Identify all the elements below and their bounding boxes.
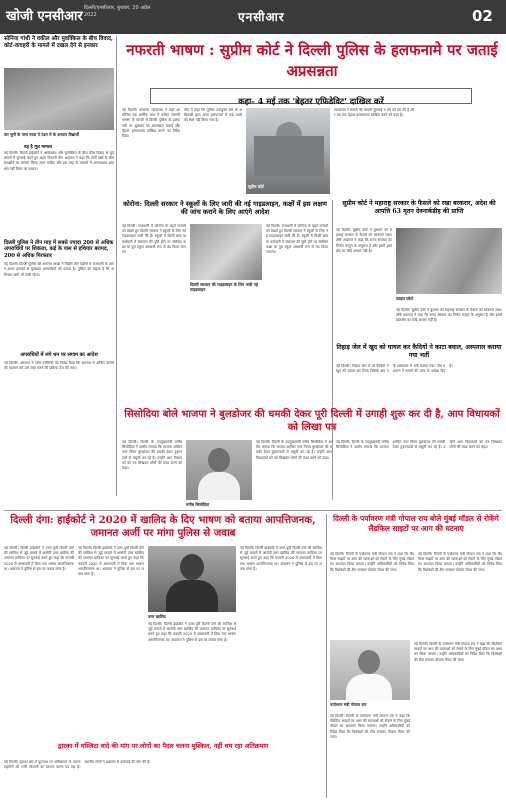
bottom-sub-body: नई दिल्ली। द्वारका क्षेत्र में फुटपाथ पर अतिक्रमण के कारण राहगीरों को भारी परेशानी का सामना करना पड़ रहा है। स्थानीय लोगों ने प्रशासन से कार्रवाई की मांग की है। — [4, 760, 151, 770]
lead-body-col-2: पीठ ने कहा कि पुलिस उपायुक्त स्तर के अधिकारी द्वारा दायर हलफनामे में कई तथ्यों को स्पष्ट नहीं किया गया है। — [184, 108, 242, 123]
supreme-court-dome-icon — [276, 122, 302, 136]
corona-headline: कोरोना: दिल्ली सरकार ने स्कूलों के लिए जारी की नई गाइडलाइन, कक्षों में इस लक्षण की जांच कराने के लिए आएंगे आदेश — [123, 200, 327, 217]
left-low-headline: अपराधियों में लगे धन पर लगाम का आदेश — [20, 352, 98, 358]
bottom-sub-headline: द्वारका में मस्जिदा वादे की मांग पर लोगों का पैदल चलना मुश्किल, नहीं थम रहा अतिक्रमण — [57, 742, 269, 750]
mid-story-body-3: नई दिल्ली। दिल्ली के उपमुख्यमंत्री मनीष सिसोदिया ने आरोप लगाया कि भाजपा शासित नगर निगम बुलडोजर की धमकी देकर दुकानदारों से वसूली कर रहे हैं। उन्होंने आप विधायकों को पत्र लिखकर लोगों की मदद करने को कहा। — [336, 440, 502, 450]
mid-story-headline: सिसोदिया बोले भाजपा ने बुलडोजर की धमकी देकर पूरी दिल्ली में उगाही शुरू कर दी है, आप विधायकों को लिखा पत्र — [124, 409, 500, 433]
left-mid-headline: दिल्ली पुलिस ने तीन माह में सबसे ज्यादा 200 से अधिक अपराधियों पर शिकंजा, कई के पास से हथियार बरामद, 200 से अधिक गिरफ्तार — [4, 240, 114, 259]
bottom-right-headline: दिल्ली के पर्यावरण मंत्री गोपाल राय बोले मुंबई मॉडल से रोकेंगे लैंडफिल साइटों पर आग की घटनाएं — [333, 514, 499, 533]
bottom-left-body-3: नई दिल्ली। दिल्ली हाईकोर्ट ने उत्तर-पूर्वी दिल्ली दंगों की साजिश से जुड़े मामले में आरोपी उमर खालिद की जमानत याचिका पर सुनवाई करते हुए कहा कि फरवरी 2020 में अमरावती में दिया गया भाषण आपत्तिजनक था। अदालत ने पुलिस से इस पर जवाब मांगा है। — [148, 622, 236, 642]
sisodia-photo — [186, 440, 252, 500]
umar-khalid-photo-caption: उमर खालिद — [148, 614, 166, 619]
bottom-right-body-3: नई दिल्ली। दिल्ली के पर्यावरण मंत्री गोपाल राय ने कहा कि लैंडफिल साइटों पर आग की घटनाओं को रोकने के लिए मुंबई मॉडल का अध्ययन किया जाएगा। उन्होंने अधिकारियों को निर्देश दिया कि विशेषज्ञों की टीम बनाकर योजना तैयार की जाए। — [330, 714, 410, 739]
bottom-right-body-2: नई दिल्ली। दिल्ली के पर्यावरण मंत्री गोपाल राय ने कहा कि लैंडफिल साइटों पर आग की घटनाओं को रोकने के लिए मुंबई मॉडल का अध्ययन किया जाएगा। उन्होंने अधिकारियों को निर्देश दिया कि विशेषज्ञों की टीम बनाकर योजना तैयार की जाए। — [418, 552, 502, 572]
bottom-left-body-4: नई दिल्ली। दिल्ली हाईकोर्ट ने उत्तर-पूर्वी दिल्ली दंगों की साजिश से जुड़े मामले में आरोपी उमर खालिद की जमानत याचिका पर सुनवाई करते हुए कहा कि फरवरी 2020 में अमरावती में दिया गया भाषण आपत्तिजनक था। अदालत ने पुलिस से इस पर जवाब मांगा है। — [240, 546, 322, 571]
left-low-story — [4, 352, 114, 458]
left-top-story — [4, 36, 114, 236]
supreme-court-building-icon — [254, 136, 324, 176]
left-low-body: नई दिल्ली। अदालत ने जांच एजेंसियों को निर्देश दिया कि अपराध से अर्जित संपत्ति की पहचान कर उसे जब्त करने की प्रक्रिया तेज की जाए। — [4, 361, 114, 371]
person-body-icon — [346, 674, 392, 700]
bottom-right-body-1: नई दिल्ली। दिल्ली के पर्यावरण मंत्री गोपाल राय ने कहा कि लैंडफिल साइटों पर आग की घटनाओं को रोकने के लिए मुंबई मॉडल का अध्ययन किया जाएगा। उन्होंने अधिकारियों को निर्देश दिया कि विशेषज्ञों की टीम बनाकर योजना तैयार की जाए। — [330, 552, 414, 572]
corona-photo — [190, 224, 262, 280]
mid-story-body-1: नई दिल्ली। दिल्ली के उपमुख्यमंत्री मनीष सिसोदिया ने आरोप लगाया कि भाजपा शासित नगर निगम बुलडोजर की धमकी देकर दुकानदारों से वसूली कर रहे हैं। उन्होंने आप विधायकों को पत्र लिखकर लोगों की मदद करने को कहा। — [122, 440, 182, 471]
person-body-icon — [166, 580, 218, 612]
gopal-rai-photo-caption: पर्यावरण मंत्री गोपाल राय — [330, 702, 367, 707]
sisodia-photo-caption: मनीष सिसोदिया — [186, 502, 210, 507]
lead-body-col-3: न्यायालय ने मामले की अगली सुनवाई 9 मई को तय की है और तब तक बेहतर हलफनामा दाखिल करने को कहा है। — [334, 108, 414, 118]
supreme-court-photo — [246, 108, 330, 194]
left-top-photo-caption: फर चूनी के पास नवरा पे टंडन में के शनदार विद्यार्थी — [4, 132, 79, 137]
right-mid-headline: तिहाड़ जेल में खुद को घायल कर कैदियों ने काटा बवाल, अस्पताल कराया गया भर्ती — [336, 344, 502, 359]
column-divider — [326, 514, 327, 798]
corona-photo-caption: दिल्ली सरकार की गाइडलाइन के लिए जारी नई गाइडलाइन — [190, 282, 258, 292]
right-top-headline: सुप्रीम कोर्ट ने महाराष्ट्र सरकार के फैसले को रखा बरकरार, अदेश की आपत्ति 63 मृतन देवनार्कडीह की प्राप्ति — [342, 200, 496, 215]
person-head-icon — [180, 554, 204, 580]
gopal-rai-photo — [330, 640, 410, 700]
section-divider — [4, 510, 502, 511]
brand-logo: खोजी एनसीआर — [6, 9, 83, 24]
left-top-body: नई दिल्ली। दिल्ली हाईकोर्ट ने अधिवक्ता और मुवक्किल के बीच फीस विवाद से जुड़े मामले में सुनवाई करते हुए अहम टिप्पणी की। अदालत ने कहा कि दोनों पक्षों के बीच समझौते का सम्मान किया जाना चाहिए और इस तरह के मामलों में अनावश्यक हस्तक्षेप नहीं किया जा सकता। — [4, 151, 114, 171]
left-mid-body: नई दिल्ली। दिल्ली पुलिस की अपराध शाखा ने पिछले तीन महीनों में राजधानी के अलग-अलग इलाकों से कुख्यात अपराधियों को पकड़ा है। पुलिस का कहना है कि अभियान आगे भी जारी रहेगा। — [4, 262, 114, 277]
column-divider — [332, 200, 333, 500]
corona-body-cont: नई दिल्ली। राजधानी में कोरोना के बढ़ते मामलों को देखते हुए दिल्ली सरकार ने स्कूलों के लिए नई गाइडलाइन जारी की है। स्कूलों में किसी छात्र या कर्मचारी में संक्रमण की पुष्टि होने पर संबंधित कक्षा या पूरा स्कूल अस्थायी रूप से बंद किया जाएगा। — [266, 224, 328, 255]
bottom-right-body-4: नई दिल्ली। दिल्ली के पर्यावरण मंत्री गोपाल राय ने कहा कि लैंडफिल साइटों पर आग की घटनाओं को रोकने के लिए मुंबई मॉडल का अध्ययन किया जाएगा। उन्होंने अधिकारियों को निर्देश दिया कि विशेषज्ञों की टीम बनाकर योजना तैयार की जाए। — [414, 642, 502, 662]
person-body-icon — [198, 472, 240, 500]
corona-body: नई दिल्ली। राजधानी में कोरोना के बढ़ते मामलों को देखते हुए दिल्ली सरकार ने स्कूलों के लिए नई गाइडलाइन जारी की है। स्कूलों में किसी छात्र या कर्मचारी में संक्रमण की पुष्टि होने पर संबंधित कक्षा या पूरा स्कूल अस्थायी रूप से बंद किया जाएगा। — [122, 224, 186, 255]
section-title: एनसीआर — [238, 10, 285, 24]
bottom-left-headline: दिल्ली दंगा: हाईकोर्ट ने 2020 में खालिद के दिए भाषण को बताया आपत्तिजनक, जमानत अर्जी पर मांगा पुलिस से जवाब — [10, 514, 316, 540]
right-top-photo — [396, 228, 502, 294]
dateline: दिल्ली/एनसीआर, बुधवार, 20 अप्रैल 2022 — [84, 5, 151, 18]
right-top-body: नई दिल्ली। सुप्रीम कोर्ट ने बुधवार को महाराष्ट्र सरकार के फैसले को बरकरार रखा। शीर्ष अदालत ने कहा कि राज्य सरकार का निर्णय कानून के अनुरूप है और इसमें हस्तक्षेप का कोई आधार नहीं है। — [336, 228, 392, 253]
masthead — [0, 0, 506, 34]
right-top-body-cont: नई दिल्ली। सुप्रीम कोर्ट ने बुधवार को महाराष्ट्र सरकार के फैसले को बरकरार रखा। शीर्ष अदालत ने कहा कि राज्य सरकार का निर्णय कानून के अनुरूप है और इसमें हस्तक्षेप का कोई आधार नहीं है। — [396, 308, 502, 323]
lead-subhead: कहा- 4 मई तक 'बेहतर एफिडेविट' दाखिल करें — [238, 96, 384, 106]
left-top-subhead: यह है मूल मामला — [24, 145, 52, 150]
supreme-court-photo-label: सुप्रीम कोर्ट — [248, 184, 264, 189]
left-top-photo — [4, 68, 114, 130]
person-head-icon — [358, 650, 380, 674]
page-number: 02 — [472, 7, 493, 25]
bottom-left-body-2: नई दिल्ली। दिल्ली हाईकोर्ट ने उत्तर-पूर्वी दिल्ली दंगों की साजिश से जुड़े मामले में आरोपी उमर खालिद की जमानत याचिका पर सुनवाई करते हुए कहा कि फरवरी 2020 में अमरावती में दिया गया भाषण आपत्तिजनक था। अदालत ने पुलिस से इस पर जवाब मांगा है। — [78, 546, 144, 577]
left-mid-story — [4, 240, 114, 350]
lead-subhead-box — [150, 88, 472, 104]
lead-headline: नफरती भाषण : सुप्रीम कोर्ट ने दिल्ली पुलिस के हलफनामे पर जताई अप्रसन्नता — [126, 41, 498, 80]
bottom-left-body-1: नई दिल्ली। दिल्ली हाईकोर्ट ने उत्तर-पूर्वी दिल्ली दंगों की साजिश से जुड़े मामले में आरोपी उमर खालिद की जमानत याचिका पर सुनवाई करते हुए कहा कि फरवरी 2020 में अमरावती में दिया गया भाषण आपत्तिजनक था। अदालत ने पुलिस से इस पर जवाब मांगा है। — [4, 546, 74, 571]
left-top-headline: सोनिया गांधी ने वकील और मुवक्किल के बीच विवाद, कोर्ट-कचहरी के मामले में दखल देने से इनकार — [4, 36, 113, 49]
lead-body-col-1: नई दिल्ली। उच्चतम न्यायालय ने यहां आयोजित एक धार्मिक सभा में कथित नफरती भाषण के मामले में दिल्ली पुलिस के हलफनामे पर शुक्रवार को अप्रसन्नता जताई और बेहतर हलफनामा दाखिल करने का निर्देश दिया। — [122, 108, 180, 139]
umar-khalid-photo — [148, 546, 236, 612]
right-mid-body: नई दिल्ली। तिहाड़ जेल में दो कैदियों ने खुद को घायल कर लिया जिसके बाद उन्हें अस्पताल में भर्ती कराया गया। जेल प्रशासन ने मामले की जांच के आदेश दिए हैं। — [336, 364, 453, 374]
mid-story-body-2: नई दिल्ली। दिल्ली के उपमुख्यमंत्री मनीष सिसोदिया ने आरोप लगाया कि भाजपा शासित नगर निगम बुलडोजर की धमकी देकर दुकानदारों से वसूली कर रहे हैं। उन्होंने आप विधायकों को पत्र लिखकर लोगों की मदद करने को कहा। — [256, 440, 332, 460]
column-divider — [116, 36, 117, 496]
right-top-photo-caption: फाइल फोटो — [396, 296, 414, 301]
person-head-icon — [208, 448, 230, 472]
